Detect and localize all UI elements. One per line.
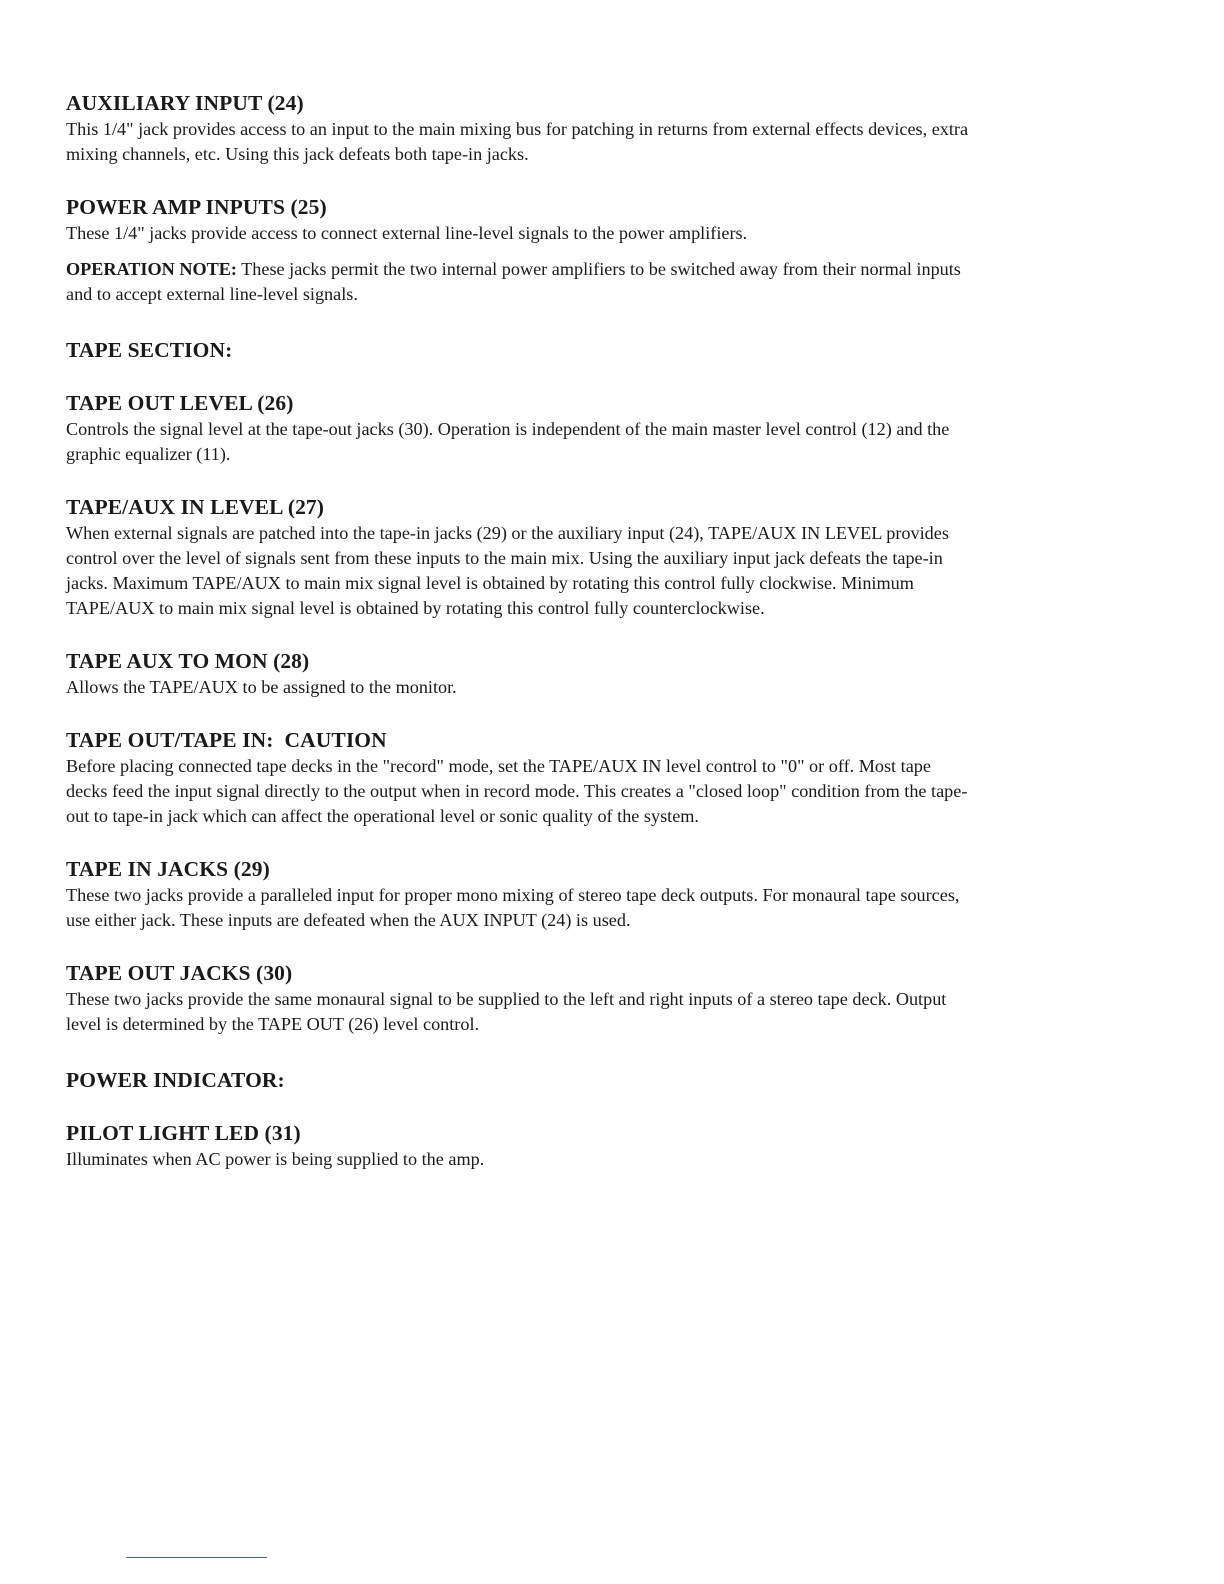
text-line: TAPE/AUX to main mix signal level is obtained by rotating this control fully counterclockwise.: [66, 598, 765, 618]
text-line: decks feed the input signal directly to the output when in record mode. This creates a "closed loop" condition from the tape-: [66, 781, 968, 801]
section-tape-section: [66, 337, 1116, 364]
section-tape-aux-to-mon: [66, 648, 1116, 700]
text-line: Before placing connected tape decks in the "record" mode, set the TAPE/AUX IN level control to "0" or off. Most tape: [66, 756, 931, 776]
text-line: and to accept external line-level signals.: [66, 284, 358, 304]
operation-note-label: OPERATION NOTE:: [66, 259, 237, 279]
text-line: Controls the signal level at the tape-out jacks (30). Operation is independent of the main master level control (12) and the: [66, 419, 950, 439]
text-line: mixing channels, etc. Using this jack defeats both tape-in jacks.: [66, 144, 529, 164]
heading-power-indicator: POWER INDICATOR:: [66, 1068, 285, 1092]
heading-auxiliary-input: AUXILIARY INPUT (24): [66, 91, 304, 115]
text-line: This 1/4" jack provides access to an input to the main mixing bus for patching in returns from external effects devices, extra: [66, 119, 969, 139]
heading-tape-out-level: TAPE OUT LEVEL (26): [66, 391, 294, 415]
footer-rule: [126, 1557, 267, 1558]
heading-tape-in-jacks: TAPE IN JACKS (29): [66, 857, 270, 881]
heading-power-amp-inputs: POWER AMP INPUTS (25): [66, 195, 327, 219]
paragraph-tape-in-jacks: [66, 883, 1116, 933]
section-pilot-light: [66, 1120, 1116, 1172]
paragraph-pilot-light: [66, 1147, 1116, 1172]
text-line: These jacks permit the two internal power amplifiers to be switched away from their normal inputs: [236, 259, 961, 279]
text-line: Allows the TAPE/AUX to be assigned to the monitor.: [66, 677, 457, 697]
text-line: control over the level of signals sent from these inputs to the main mix. Using the auxiliary input jack defeats the tape-in: [66, 548, 943, 568]
text-line: These two jacks provide a paralleled input for proper mono mixing of stereo tape deck outputs. For monaural tape sources,: [66, 885, 960, 905]
text-line: use either jack. These inputs are defeated when the AUX INPUT (24) is used.: [66, 910, 631, 930]
text-line: These two jacks provide the same monaural signal to be supplied to the left and right inputs of a stereo tape deck. Output: [66, 989, 947, 1009]
section-tape-in-jacks: [66, 856, 1116, 933]
section-tape-caution: [66, 727, 1116, 829]
heading-pilot-light: PILOT LIGHT LED (31): [66, 1121, 301, 1145]
paragraph-tape-caution: [66, 754, 1116, 829]
paragraph-power-amp-inputs: [66, 221, 1116, 246]
section-auxiliary-input: [66, 90, 1116, 167]
text-line: When external signals are patched into the tape-in jacks (29) or the auxiliary input (24), TAPE/AUX IN LEVEL provides: [66, 523, 949, 543]
section-tape-out-level: [66, 390, 1116, 467]
section-tape-out-jacks: [66, 960, 1116, 1037]
document-page: [66, 90, 1116, 1172]
paragraph-tape-out-level: [66, 417, 1116, 467]
heading-tape-out-jacks: TAPE OUT JACKS (30): [66, 961, 293, 985]
heading-tape-section: TAPE SECTION:: [66, 338, 233, 362]
section-power-indicator: [66, 1067, 1116, 1094]
text-line: out to tape-in jack which can affect the operational level or sonic quality of the system.: [66, 806, 699, 826]
operation-note: [66, 257, 1116, 307]
text-line: graphic equalizer (11).: [66, 444, 231, 464]
text-line: Illuminates when AC power is being supplied to the amp.: [66, 1149, 485, 1169]
paragraph-tape-aux-to-mon: [66, 675, 1116, 700]
heading-tape-caution: TAPE OUT/TAPE IN: CAUTION: [66, 728, 387, 752]
heading-tape-aux-in-level: TAPE/AUX IN LEVEL (27): [66, 495, 325, 519]
paragraph-auxiliary-input: [66, 117, 1116, 167]
text-line: These 1/4" jacks provide access to connect external line-level signals to the power amplifiers.: [66, 223, 748, 243]
text-line: jacks. Maximum TAPE/AUX to main mix signal level is obtained by rotating this control fully clockwise. Minimum: [66, 573, 914, 593]
text-line: level is determined by the TAPE OUT (26) level control.: [66, 1014, 480, 1034]
paragraph-tape-out-jacks: [66, 987, 1116, 1037]
paragraph-tape-aux-in-level: [66, 521, 1116, 621]
section-power-amp-inputs: [66, 194, 1116, 307]
section-tape-aux-in-level: [66, 494, 1116, 621]
heading-tape-aux-to-mon: TAPE AUX TO MON (28): [66, 649, 310, 673]
